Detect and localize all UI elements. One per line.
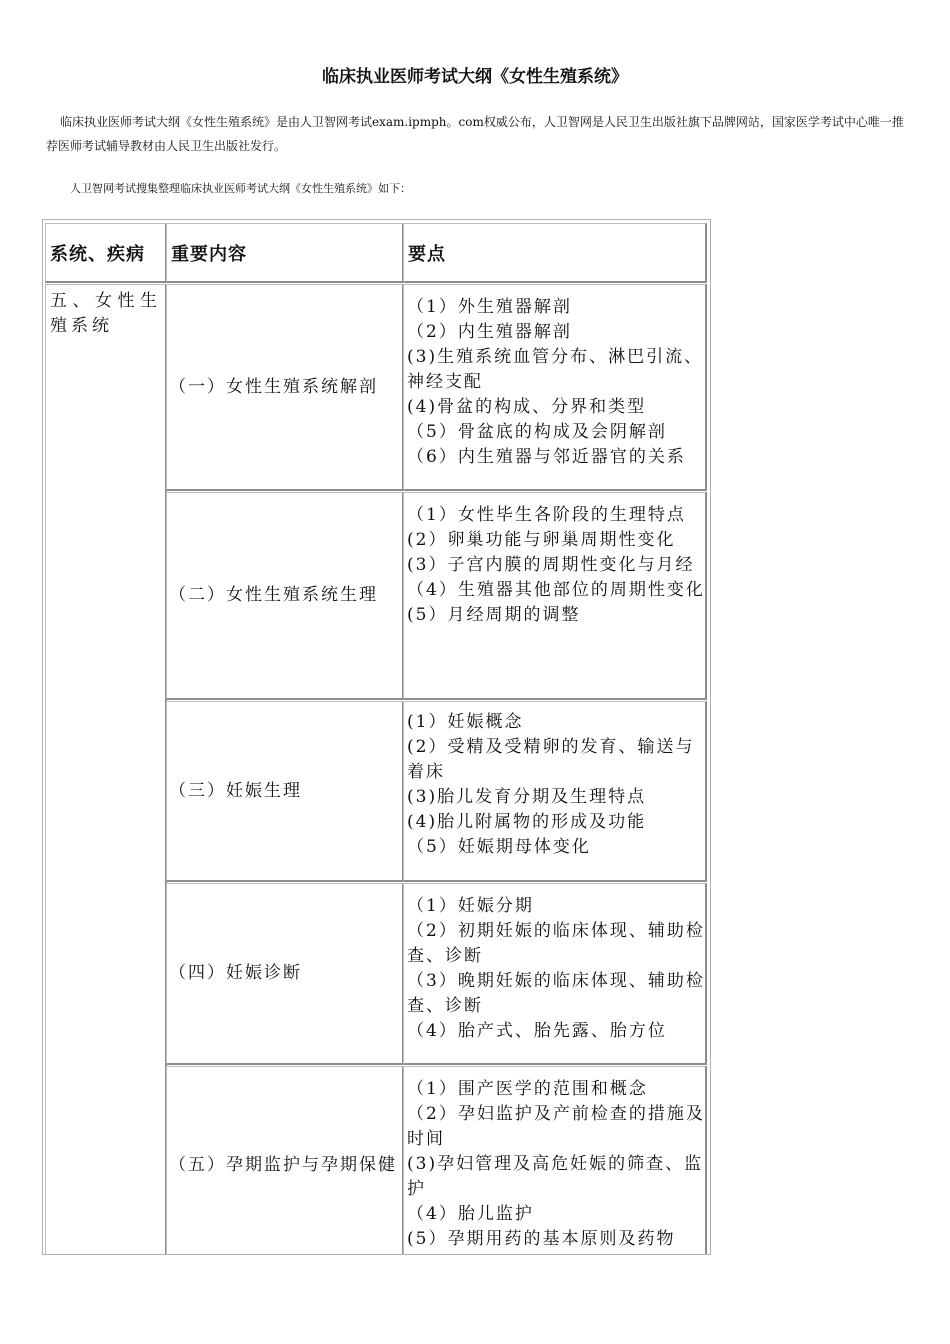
point-item: （4）胎产式、胎先露、胎方位: [407, 1021, 667, 1041]
content-cell: （三）妊娠生理: [166, 701, 404, 882]
content-cell: （四）妊娠诊断: [166, 883, 404, 1065]
intro-paragraph: 临床执业医师考试大纲《女性生殖系统》是由人卫智网考试exam.ipmph。com权威公布，人卫智网是人民卫生出版社旗下品牌网站，国家医学考试中心唯一推荐医师考试辅导教材由人民卫生出版社发行。: [46, 115, 904, 153]
point-item: （1）外生殖器解剖: [407, 297, 572, 317]
point-item: （4）胎儿监护: [407, 1204, 534, 1224]
point-item: (2）卵巢功能与卵巢周期性变化: [407, 530, 676, 550]
points-cell: [403, 883, 707, 1065]
point-item: （2）孕妇监护及产前检查的措施及时间: [407, 1104, 705, 1149]
point-item: (3)生殖系统血管分布、淋巴引流、神经支配: [407, 347, 704, 392]
document-title: 临床执业医师考试大纲《女性生殖系统》: [322, 67, 628, 87]
point-item: (5）月经周期的调整: [407, 605, 581, 625]
content-cell: （二）女性生殖系统生理: [166, 492, 404, 700]
point-item: (5）孕期用药的基本原则及药物: [407, 1229, 676, 1249]
points-cell: [403, 701, 707, 882]
points-cell: [403, 284, 707, 491]
header-content: 重要内容: [166, 223, 404, 283]
point-item: （6）内生殖器与邻近器官的关系: [407, 447, 686, 467]
point-item: （2）初期妊娠的临床体现、辅助检查、诊断: [407, 921, 705, 966]
content-cell: （一）女性生殖系统解剖: [166, 284, 404, 491]
system-cell: 五、女性生殖系统: [45, 284, 167, 1255]
point-item: (2）受精及受精卵的发育、输送与着床: [407, 737, 695, 782]
point-item: （5）妊娠期母体变化: [407, 837, 591, 857]
point-item: （5）骨盆底的构成及会阴解剖: [407, 422, 667, 442]
point-item: （2）内生殖器解剖: [407, 322, 572, 342]
point-item: (4)骨盆的构成、分界和类型: [407, 397, 647, 417]
source-note: 人卫智网考试搜集整理临床执业医师考试大纲《女性生殖系统》如下：: [70, 182, 411, 195]
point-item: （1）女性毕生各阶段的生理特点: [407, 505, 686, 525]
points-cell: [403, 1066, 707, 1255]
point-item: （1）围产医学的范围和概念: [407, 1079, 648, 1099]
point-item: (3)胎儿发育分期及生理特点: [407, 787, 647, 807]
point-item: (3）子宫内膜的周期性变化与月经: [407, 555, 695, 575]
header-points: 要点: [403, 223, 707, 283]
points-cell: [403, 492, 707, 700]
point-item: （3）晚期妊娠的临床体现、辅助检查、诊断: [407, 971, 705, 1016]
point-item: (4)胎儿附属物的形成及功能: [407, 812, 647, 832]
content-cell: （五）孕期监护与孕期保健: [166, 1066, 404, 1255]
point-item: （4）生殖器其他部位的周期性变化: [407, 580, 705, 600]
header-system: 系统、疾病: [45, 223, 167, 283]
syllabus-table: [42, 219, 711, 1255]
point-item: (3)孕妇管理及高危妊娠的筛查、监护: [407, 1154, 704, 1199]
point-item: (1）妊娠概念: [407, 712, 524, 732]
point-item: （1）妊娠分期: [407, 896, 534, 916]
